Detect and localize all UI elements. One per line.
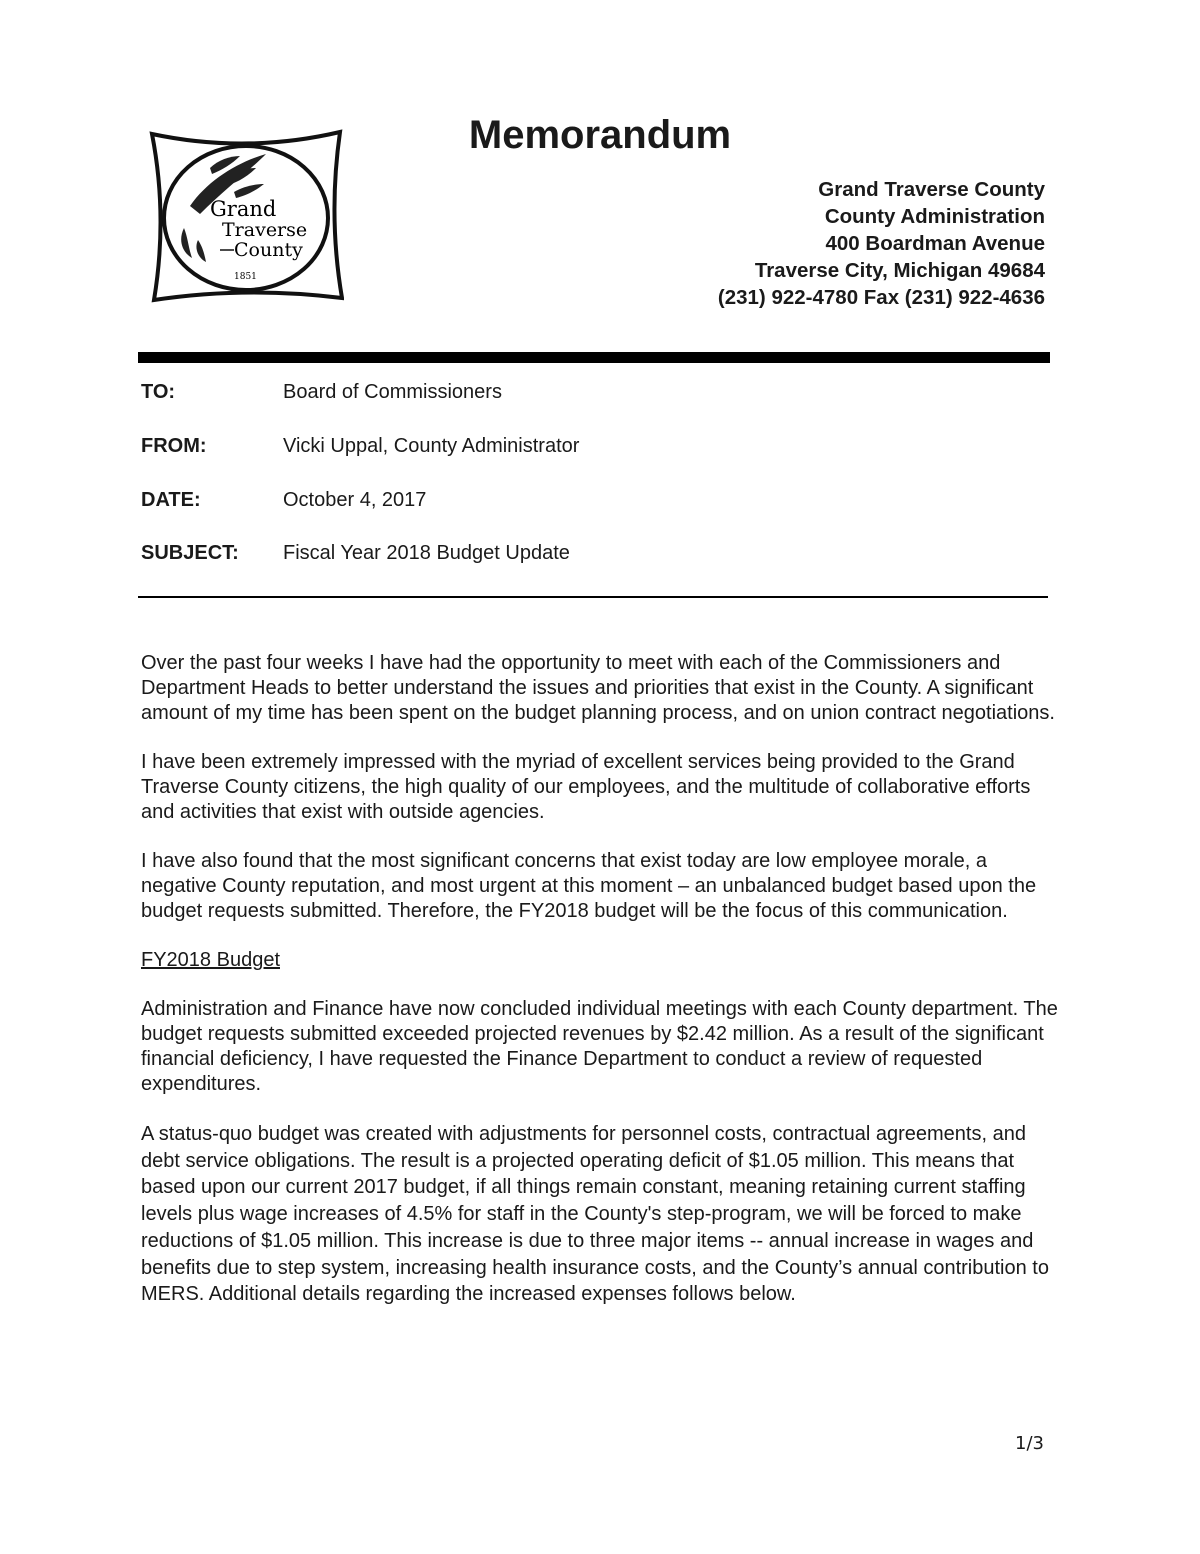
subject-value: Fiscal Year 2018 Budget Update <box>283 542 570 564</box>
from-value: Vicki Uppal, County Administrator <box>283 435 580 457</box>
org-phone-fax: (231) 922-4780 Fax (231) 922-4636 <box>717 286 1045 309</box>
memo-body <box>141 651 1061 1332</box>
org-department: County Administration <box>824 205 1045 228</box>
to-label: TO: <box>141 381 176 403</box>
paragraph-impressions: I have been extremely impressed with the myriad of excellent services being provided to the Grand Traverse County citizens, the high quality of our employees, and the multitude of collaborative efforts and activities that exist with outside agencies. <box>141 751 1031 823</box>
logo-text-county: County <box>234 239 303 261</box>
header-divider-thick <box>138 352 1050 363</box>
date-value: October 4, 2017 <box>283 489 427 511</box>
memo-title: Memorandum <box>468 113 732 157</box>
organization-address <box>718 176 1045 311</box>
section-heading-fy2018-budget: FY2018 Budget <box>141 949 280 971</box>
paragraph-concerns: I have also found that the most significant concerns that exist today are low employee morale, a negative County reputation, and most urgent at this moment – an unbalanced budget based upon the budget requests submitted. Therefore, the FY2018 budget will be the focus of this communication. <box>141 850 1037 922</box>
paragraph-status-quo-budget: A status-quo budget was created with adjustments for personnel costs, contractual agreements, and debt service obligations. The result is a projected operating deficit of $1.05 million. This means that based upon our current 2017 budget, if all things remain constant, meaning retaining current staffing levels plus wage increases of 4.5% for staff in the County's step-program, we will be forced to make reductions of $1.05 million. This increase is due to three major items -- annual increase in wages and benefits due to step system, increasing health insurance costs, and the County’s annual contribution to MERS. Additional details regarding the increased expenses follows below. <box>141 1123 1049 1306</box>
paragraph-intro: Over the past four weeks I have had the opportunity to meet with each of the Commissioners and Department Heads to better understand the issues and priorities that exist in the County. A significant amount of my time has been spent on the budget planning process, and on union contract negotiations. <box>141 652 1055 724</box>
subject-label: SUBJECT: <box>141 542 239 564</box>
logo-text-traverse: Traverse <box>222 219 308 241</box>
to-value: Board of Commissioners <box>283 381 502 403</box>
from-label: FROM: <box>141 435 207 457</box>
org-name: Grand Traverse County <box>818 178 1045 201</box>
page-number: 1/3 <box>1015 1433 1044 1454</box>
org-city: Traverse City, Michigan 49684 <box>754 259 1045 282</box>
logo-text-year: 1851 <box>234 272 257 282</box>
logo-text-grand: Grand <box>210 197 277 221</box>
paragraph-budget-requests: Administration and Finance have now concluded individual meetings with each County department. The budget requests submitted exceeded projected revenues by $2.42 million. As a result of the significant financial deficiency, I have requested the Finance Department to conduct a review of requested expenditures. <box>141 998 1058 1095</box>
date-label: DATE: <box>141 489 201 511</box>
header-divider-thin <box>138 596 1048 598</box>
org-street: 400 Boardman Avenue <box>825 232 1045 255</box>
